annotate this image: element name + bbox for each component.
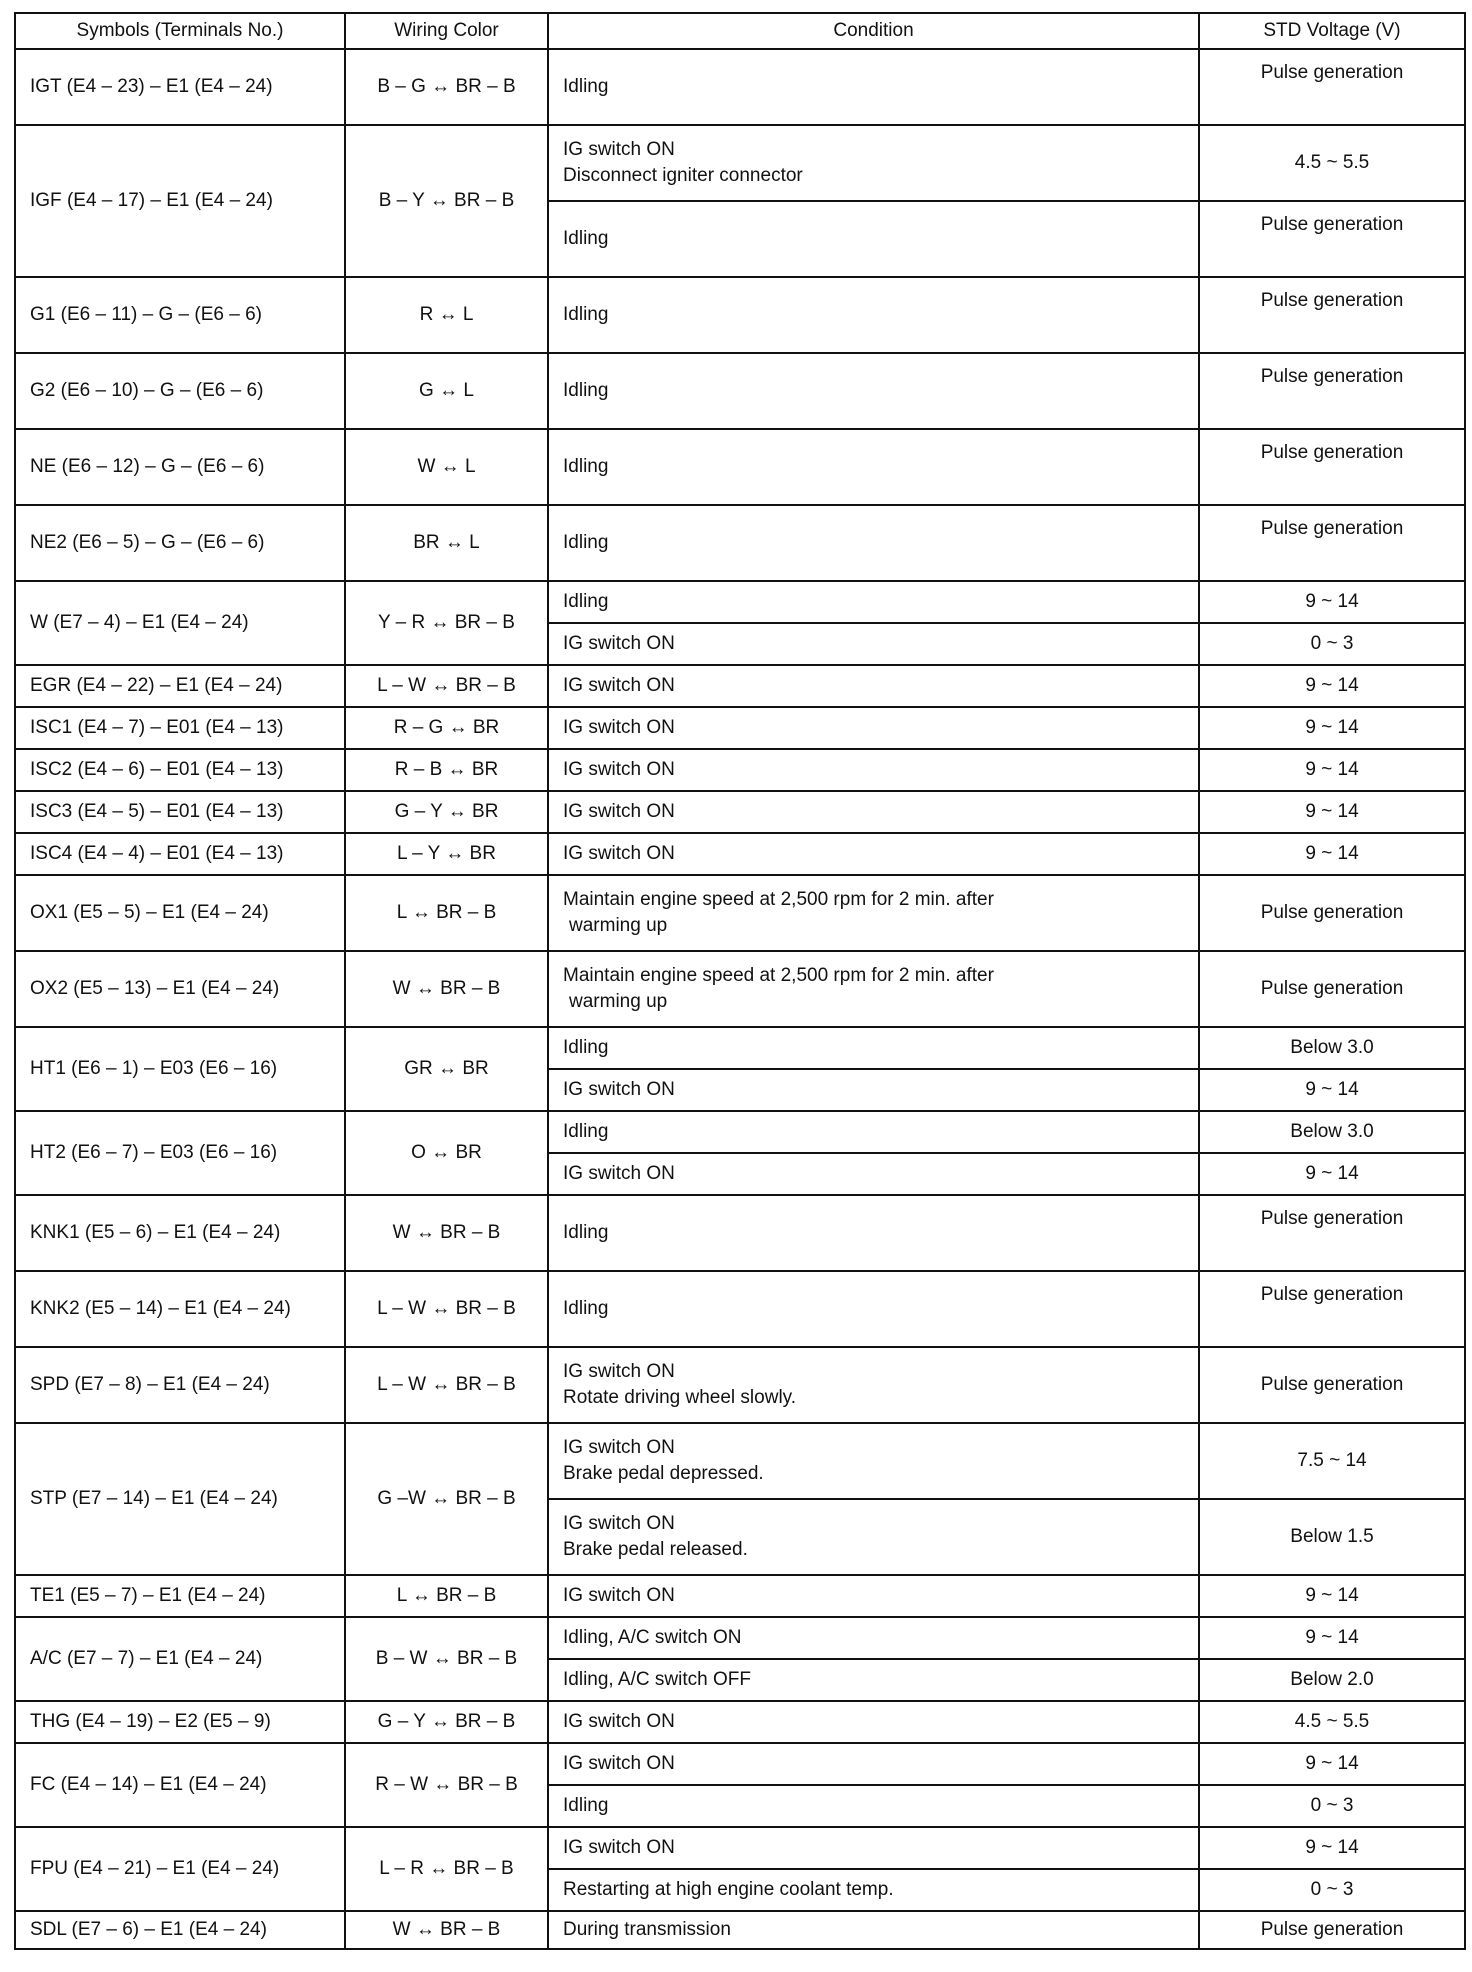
terminal-symbol: SPD (E7 – 8) – E1 (E4 – 24): [15, 1347, 345, 1423]
std-voltage: Pulse generation: [1199, 353, 1465, 429]
terminal-symbol: ISC2 (E4 – 6) – E01 (E4 – 13): [15, 749, 345, 791]
std-voltage: Pulse generation: [1199, 1271, 1465, 1347]
voltage-spec-sheet: [14, 12, 1464, 1950]
condition-line: IG switch ON: [563, 1436, 675, 1458]
terminal-symbol: TE1 (E5 – 7) – E1 (E4 – 24): [15, 1575, 345, 1617]
wiring-color: W ↔ BR – B: [345, 1195, 548, 1271]
condition-line: IG switch ON: [563, 1078, 675, 1100]
condition-line: Maintain engine speed at 2,500 rpm for 2 min. after: [563, 964, 994, 986]
terminal-symbol: HT1 (E6 – 1) – E03 (E6 – 16): [15, 1027, 345, 1111]
condition-line: IG switch ON: [563, 1162, 675, 1184]
terminal-symbol: NE2 (E6 – 5) – G – (E6 – 6): [15, 505, 345, 581]
condition-line: Idling: [563, 75, 609, 97]
table-row: [15, 125, 1465, 201]
condition-cell: [548, 49, 1199, 125]
condition-cell: [548, 951, 1199, 1027]
condition-cell: [548, 1911, 1199, 1949]
condition-line: IG switch ON: [563, 1584, 675, 1606]
wiring-color: G –W ↔ BR – B: [345, 1423, 548, 1575]
condition-line: Idling: [563, 1120, 609, 1142]
table-row: [15, 1827, 1465, 1869]
wiring-color: L – W ↔ BR – B: [345, 1271, 548, 1347]
table-row: [15, 1423, 1465, 1499]
std-voltage: 9 ~ 14: [1199, 749, 1465, 791]
std-voltage: Pulse generation: [1199, 875, 1465, 951]
std-voltage: 9 ~ 14: [1199, 581, 1465, 623]
condition-line: Idling: [563, 1794, 609, 1816]
terminal-symbol: EGR (E4 – 22) – E1 (E4 – 24): [15, 665, 345, 707]
terminal-symbol: ISC3 (E4 – 5) – E01 (E4 – 13): [15, 791, 345, 833]
terminal-symbol: FPU (E4 – 21) – E1 (E4 – 24): [15, 1827, 345, 1911]
header-row: [15, 13, 1465, 49]
condition-line: IG switch ON: [563, 1360, 675, 1382]
std-voltage: 0 ~ 3: [1199, 1869, 1465, 1911]
condition-line: IG switch ON: [563, 800, 675, 822]
condition-line: Idling: [563, 1036, 609, 1058]
std-voltage: Pulse generation: [1199, 201, 1465, 277]
std-voltage: Pulse generation: [1199, 1911, 1465, 1949]
wiring-color: G – Y ↔ BR – B: [345, 1701, 548, 1743]
wiring-color: L – W ↔ BR – B: [345, 1347, 548, 1423]
wiring-color: W ↔ BR – B: [345, 1911, 548, 1949]
condition-line: Restarting at high engine coolant temp.: [563, 1878, 894, 1900]
std-voltage: 9 ~ 14: [1199, 1575, 1465, 1617]
std-voltage: 9 ~ 14: [1199, 707, 1465, 749]
condition-line: Idling: [563, 531, 609, 553]
wiring-color: B – W ↔ BR – B: [345, 1617, 548, 1701]
condition-line: IG switch ON: [563, 758, 675, 780]
condition-line: Idling: [563, 227, 609, 249]
condition-line: IG switch ON: [563, 632, 675, 654]
condition-cell: [548, 581, 1199, 623]
terminal-symbol: W (E7 – 4) – E1 (E4 – 24): [15, 581, 345, 665]
table-header: [15, 13, 1465, 49]
std-voltage: Below 3.0: [1199, 1111, 1465, 1153]
condition-cell: [548, 201, 1199, 277]
condition-cell: [548, 623, 1199, 665]
table-row: [15, 833, 1465, 875]
condition-cell: [548, 1423, 1199, 1499]
wiring-color: G – Y ↔ BR: [345, 791, 548, 833]
table-row: [15, 429, 1465, 505]
table-row: [15, 749, 1465, 791]
std-voltage: 9 ~ 14: [1199, 833, 1465, 875]
condition-cell: [548, 125, 1199, 201]
terminal-symbol: KNK1 (E5 – 6) – E1 (E4 – 24): [15, 1195, 345, 1271]
condition-line: Idling: [563, 590, 609, 612]
condition-cell: [548, 1195, 1199, 1271]
condition-line: warming up: [569, 915, 668, 936]
std-voltage: 9 ~ 14: [1199, 1069, 1465, 1111]
condition-cell: [548, 1499, 1199, 1575]
condition-line: During transmission: [563, 1918, 731, 1940]
std-voltage: Pulse generation: [1199, 1347, 1465, 1423]
condition-line: Idling: [563, 1221, 609, 1243]
table-row: [15, 1575, 1465, 1617]
condition-cell: [548, 1111, 1199, 1153]
terminal-symbol: NE (E6 – 12) – G – (E6 – 6): [15, 429, 345, 505]
table-row: [15, 277, 1465, 353]
wiring-color: R – W ↔ BR – B: [345, 1743, 548, 1827]
wiring-color: W ↔ BR – B: [345, 951, 548, 1027]
condition-line: IG switch ON: [563, 1710, 675, 1732]
condition-cell: [548, 1743, 1199, 1785]
table-row: [15, 1027, 1465, 1069]
condition-cell: [548, 875, 1199, 951]
std-voltage: 9 ~ 14: [1199, 1743, 1465, 1785]
std-voltage: 7.5 ~ 14: [1199, 1423, 1465, 1499]
condition-line: Rotate driving wheel slowly.: [563, 1387, 797, 1408]
table-row: [15, 1617, 1465, 1659]
terminal-voltage-table: [14, 12, 1466, 1950]
condition-line: Idling: [563, 379, 609, 401]
wiring-color: BR ↔ L: [345, 505, 548, 581]
terminal-symbol: IGF (E4 – 17) – E1 (E4 – 24): [15, 125, 345, 277]
header-condition: Condition: [548, 13, 1199, 49]
wiring-color: B – G ↔ BR – B: [345, 49, 548, 125]
condition-cell: [548, 1575, 1199, 1617]
condition-line: Idling, A/C switch OFF: [563, 1668, 751, 1690]
std-voltage: 4.5 ~ 5.5: [1199, 125, 1465, 201]
std-voltage: Below 3.0: [1199, 1027, 1465, 1069]
condition-line: Maintain engine speed at 2,500 rpm for 2 min. after: [563, 888, 994, 910]
wiring-color: G ↔ L: [345, 353, 548, 429]
terminal-symbol: KNK2 (E5 – 14) – E1 (E4 – 24): [15, 1271, 345, 1347]
condition-cell: [548, 1701, 1199, 1743]
std-voltage: Pulse generation: [1199, 951, 1465, 1027]
terminal-symbol: ISC1 (E4 – 7) – E01 (E4 – 13): [15, 707, 345, 749]
wiring-color: L – Y ↔ BR: [345, 833, 548, 875]
table-row: [15, 505, 1465, 581]
condition-cell: [548, 1869, 1199, 1911]
terminal-symbol: G2 (E6 – 10) – G – (E6 – 6): [15, 353, 345, 429]
condition-line: IG switch ON: [563, 674, 675, 696]
std-voltage: 0 ~ 3: [1199, 623, 1465, 665]
std-voltage: Below 1.5: [1199, 1499, 1465, 1575]
condition-cell: [548, 1027, 1199, 1069]
std-voltage: 0 ~ 3: [1199, 1785, 1465, 1827]
condition-cell: [548, 429, 1199, 505]
terminal-symbol: A/C (E7 – 7) – E1 (E4 – 24): [15, 1617, 345, 1701]
condition-line: IG switch ON: [563, 716, 675, 738]
condition-line: Disconnect igniter connector: [563, 165, 803, 186]
table-row: [15, 1195, 1465, 1271]
condition-line: IG switch ON: [563, 138, 675, 160]
condition-cell: [548, 833, 1199, 875]
std-voltage: 9 ~ 14: [1199, 791, 1465, 833]
wiring-color: Y – R ↔ BR – B: [345, 581, 548, 665]
std-voltage: Pulse generation: [1199, 429, 1465, 505]
std-voltage: Pulse generation: [1199, 49, 1465, 125]
terminal-symbol: HT2 (E6 – 7) – E03 (E6 – 16): [15, 1111, 345, 1195]
table-row: [15, 353, 1465, 429]
condition-cell: [548, 277, 1199, 353]
terminal-symbol: FC (E4 – 14) – E1 (E4 – 24): [15, 1743, 345, 1827]
condition-line: IG switch ON: [563, 1752, 675, 1774]
table-row: [15, 1347, 1465, 1423]
table-row: [15, 951, 1465, 1027]
table-row: [15, 707, 1465, 749]
condition-line: Idling: [563, 1297, 609, 1319]
condition-line: Idling: [563, 303, 609, 325]
terminal-symbol: THG (E4 – 19) – E2 (E5 – 9): [15, 1701, 345, 1743]
table-body: [15, 49, 1465, 1949]
table-row: [15, 875, 1465, 951]
condition-cell: [548, 1347, 1199, 1423]
condition-line: Idling, A/C switch ON: [563, 1626, 742, 1648]
condition-cell: [548, 1659, 1199, 1701]
condition-cell: [548, 665, 1199, 707]
wiring-color: R – G ↔ BR: [345, 707, 548, 749]
std-voltage: 9 ~ 14: [1199, 1827, 1465, 1869]
terminal-symbol: ISC4 (E4 – 4) – E01 (E4 – 13): [15, 833, 345, 875]
condition-cell: [548, 791, 1199, 833]
std-voltage: Pulse generation: [1199, 505, 1465, 581]
condition-cell: [548, 707, 1199, 749]
wiring-color: L ↔ BR – B: [345, 875, 548, 951]
condition-cell: [548, 1271, 1199, 1347]
table-row: [15, 791, 1465, 833]
wiring-color: L – R ↔ BR – B: [345, 1827, 548, 1911]
header-std-voltage: STD Voltage (V): [1199, 13, 1465, 49]
wiring-color: B – Y ↔ BR – B: [345, 125, 548, 277]
table-row: [15, 581, 1465, 623]
wiring-color: W ↔ L: [345, 429, 548, 505]
std-voltage: 9 ~ 14: [1199, 1153, 1465, 1195]
terminal-symbol: OX1 (E5 – 5) – E1 (E4 – 24): [15, 875, 345, 951]
terminal-symbol: STP (E7 – 14) – E1 (E4 – 24): [15, 1423, 345, 1575]
condition-cell: [548, 1153, 1199, 1195]
wiring-color: GR ↔ BR: [345, 1027, 548, 1111]
condition-cell: [548, 749, 1199, 791]
condition-cell: [548, 1827, 1199, 1869]
condition-line: Brake pedal released.: [563, 1539, 748, 1560]
table-row: [15, 1911, 1465, 1949]
table-row: [15, 1111, 1465, 1153]
condition-line: IG switch ON: [563, 842, 675, 864]
wiring-color: R – B ↔ BR: [345, 749, 548, 791]
wiring-color: R ↔ L: [345, 277, 548, 353]
table-row: [15, 1701, 1465, 1743]
condition-line: warming up: [569, 991, 668, 1012]
table-row: [15, 1271, 1465, 1347]
header-wiring-color: Wiring Color: [345, 13, 548, 49]
std-voltage: Below 2.0: [1199, 1659, 1465, 1701]
condition-cell: [548, 1785, 1199, 1827]
condition-line: IG switch ON: [563, 1512, 675, 1534]
terminal-symbol: SDL (E7 – 6) – E1 (E4 – 24): [15, 1911, 345, 1949]
table-row: [15, 665, 1465, 707]
condition-cell: [548, 353, 1199, 429]
condition-cell: [548, 505, 1199, 581]
terminal-symbol: IGT (E4 – 23) – E1 (E4 – 24): [15, 49, 345, 125]
wiring-color: L ↔ BR – B: [345, 1575, 548, 1617]
condition-cell: [548, 1069, 1199, 1111]
std-voltage: 9 ~ 14: [1199, 1617, 1465, 1659]
std-voltage: Pulse generation: [1199, 277, 1465, 353]
condition-line: IG switch ON: [563, 1836, 675, 1858]
terminal-symbol: G1 (E6 – 11) – G – (E6 – 6): [15, 277, 345, 353]
std-voltage: Pulse generation: [1199, 1195, 1465, 1271]
table-row: [15, 1743, 1465, 1785]
header-symbols: Symbols (Terminals No.): [15, 13, 345, 49]
table-row: [15, 49, 1465, 125]
condition-line: Idling: [563, 455, 609, 477]
std-voltage: 4.5 ~ 5.5: [1199, 1701, 1465, 1743]
std-voltage: 9 ~ 14: [1199, 665, 1465, 707]
condition-cell: [548, 1617, 1199, 1659]
condition-line: Brake pedal depressed.: [563, 1463, 764, 1484]
wiring-color: L – W ↔ BR – B: [345, 665, 548, 707]
terminal-symbol: OX2 (E5 – 13) – E1 (E4 – 24): [15, 951, 345, 1027]
wiring-color: O ↔ BR: [345, 1111, 548, 1195]
